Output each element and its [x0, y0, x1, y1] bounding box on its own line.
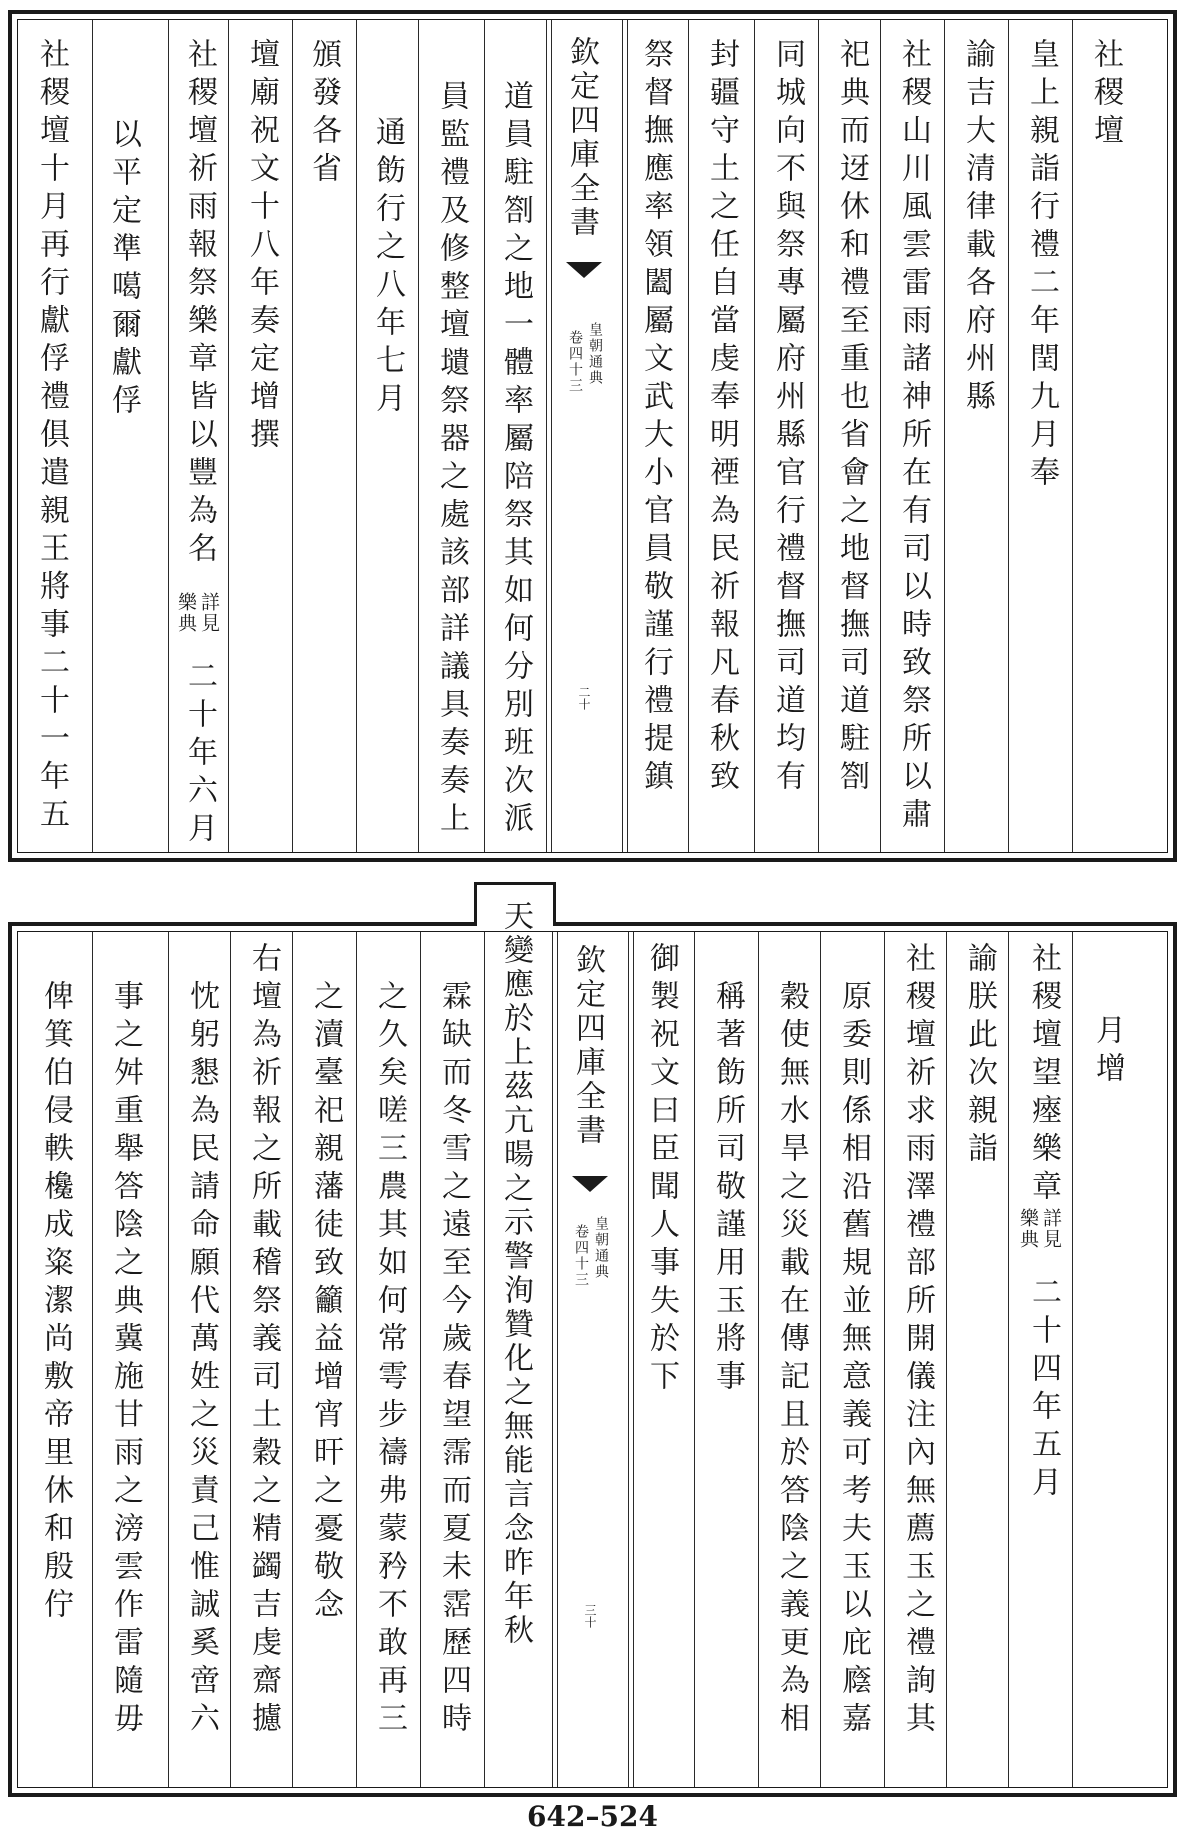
text-column: 霖缺而冬雪之遠至今歲春望霈而夏未霑歷四時: [436, 980, 471, 1740]
column-rule: [418, 20, 419, 852]
gutter-rule-right: [628, 932, 634, 1787]
text-column: 社稷壇十月再行獻俘禮俱遣親王將事二十一年五: [34, 38, 69, 836]
column-rule: [944, 20, 945, 852]
column-rule: [758, 932, 759, 1787]
text-column: 月增: [1090, 1014, 1125, 1090]
text-column: 通飭行之八年七月: [370, 116, 405, 420]
page-number: 642–524: [527, 1800, 658, 1833]
text-column: 以平定準噶爾獻俘: [106, 118, 141, 422]
gutter-rule-left: [546, 20, 552, 852]
inline-note-line: 詳見: [1040, 1208, 1062, 1250]
text-column: 社稷壇祈雨報祭樂章皆以豐為名: [182, 38, 217, 570]
gutter-leaf-number: 三十: [583, 1604, 597, 1628]
text-column: 社稷壇祈求雨澤禮部所開儀注內無薦玉之禮詢其: [900, 942, 935, 1740]
column-rule: [688, 20, 689, 852]
gutter-volume: 卷四十三: [567, 330, 583, 394]
inline-note-line: 詳見: [198, 592, 220, 634]
text-column: 之瀆臺祀親藩徒致籲益增宵旰之憂敬念: [308, 980, 343, 1626]
column-rule: [484, 20, 485, 852]
text-column: 社稷山川風雲雷雨諸神所在有司以時致祭所以肅: [896, 38, 931, 836]
column-rule: [820, 932, 821, 1787]
column-rule: [420, 932, 421, 1787]
column-rule: [694, 932, 695, 1787]
gutter-rule-right: [622, 20, 628, 852]
column-rule: [946, 932, 947, 1787]
inline-note: [176, 592, 218, 634]
text-column: 二十四年五月: [1026, 1276, 1061, 1504]
column-rule: [884, 932, 885, 1787]
text-column: 二十年六月: [182, 660, 217, 850]
gutter-title: 欽定四庫全書: [570, 944, 605, 1148]
column-rule: [230, 932, 231, 1787]
text-column: 稱著飭所司敬謹用玉將事: [710, 980, 745, 1398]
gutter-book-title: 皇朝通典: [587, 322, 603, 386]
text-column: 御製祝文曰臣聞人事失於下: [644, 942, 679, 1398]
inline-note-line: 樂典: [1017, 1208, 1039, 1250]
text-column: 員監禮及修整壇壝祭器之處該部詳議具奏奏上: [434, 80, 469, 840]
inline-note: [1018, 1208, 1060, 1250]
column-rule: [228, 20, 229, 852]
column-rule: [1072, 20, 1073, 852]
text-column: 封疆守土之任自當虔奉明禋為民祈報凡春秋致: [704, 38, 739, 798]
column-rule: [356, 932, 357, 1787]
column-rule: [356, 20, 357, 852]
fishtail-mark: [572, 1176, 608, 1192]
text-column: 祭督撫應率領闔屬文武大小官員敬謹行禮提鎮: [638, 38, 673, 798]
column-rule: [818, 20, 819, 852]
column-rule: [168, 932, 169, 1787]
text-column: 社稷壇望瘞樂章: [1026, 942, 1061, 1208]
text-column: 之久矣嗟三農其如何常雩步禱弗蒙矜不敢再三: [372, 980, 407, 1740]
text-column: 皇上親詣行禮二年閏九月奉: [1024, 38, 1059, 494]
column-rule: [168, 20, 169, 852]
column-rule: [292, 932, 293, 1787]
text-column: 諭朕此次親詣: [962, 942, 997, 1170]
text-column: 天變應於上茲亢暘之示警洵贊化之無能言念昨年秋: [498, 900, 533, 1648]
text-column: 社稷壇: [1088, 38, 1123, 152]
gutter-leaf-number: 二十: [577, 686, 591, 710]
gutter-volume: 卷四十三: [573, 1224, 589, 1288]
gutter-rule-left: [552, 932, 558, 1787]
text-column: 壇廟祝文十八年奏定增撰: [244, 38, 279, 456]
text-column: 右壇為祈報之所載稽祭義司土穀之精蠲吉虔齋攄: [246, 942, 281, 1740]
column-rule: [880, 20, 881, 852]
column-rule: [292, 20, 293, 852]
text-column: 頒發各省: [306, 38, 341, 190]
column-rule: [1072, 932, 1073, 1787]
column-rule: [484, 932, 485, 1787]
gutter-book-title: 皇朝通典: [593, 1216, 609, 1280]
column-rule: [754, 20, 755, 852]
column-rule: [1008, 20, 1009, 852]
text-column: 道員駐劄之地一體率屬陪祭其如何分別班次派: [498, 80, 533, 840]
text-column: 忱躬懇為民請命願代萬姓之災責己惟誠奚啻六: [184, 980, 219, 1740]
fishtail-mark: [566, 262, 602, 278]
inline-note-line: 樂典: [175, 592, 197, 634]
gutter-title: 欽定四庫全書: [564, 36, 599, 240]
text-column: 穀使無水旱之災載在傳記且於答陰之義更為相: [774, 980, 809, 1740]
text-column: 原委則係相沿舊規並無意義可考夫玉以庇廕嘉: [836, 980, 871, 1740]
column-rule: [1008, 932, 1009, 1787]
text-column: 俾箕伯侵軼欃成粢潔尚敷帝里休和殷佇: [38, 980, 73, 1626]
text-column: 諭吉大清律載各府州縣: [960, 38, 995, 418]
column-rule: [92, 20, 93, 852]
text-column: 事之舛重舉答陰之典冀施甘雨之滂雲作雷隨毋: [108, 980, 143, 1740]
text-column: 同城向不與祭專屬府州縣官行禮督撫司道均有: [770, 38, 805, 798]
column-rule: [92, 932, 93, 1787]
text-column: 祀典而迓休和禮至重也省會之地督撫司道駐劄: [834, 38, 869, 798]
